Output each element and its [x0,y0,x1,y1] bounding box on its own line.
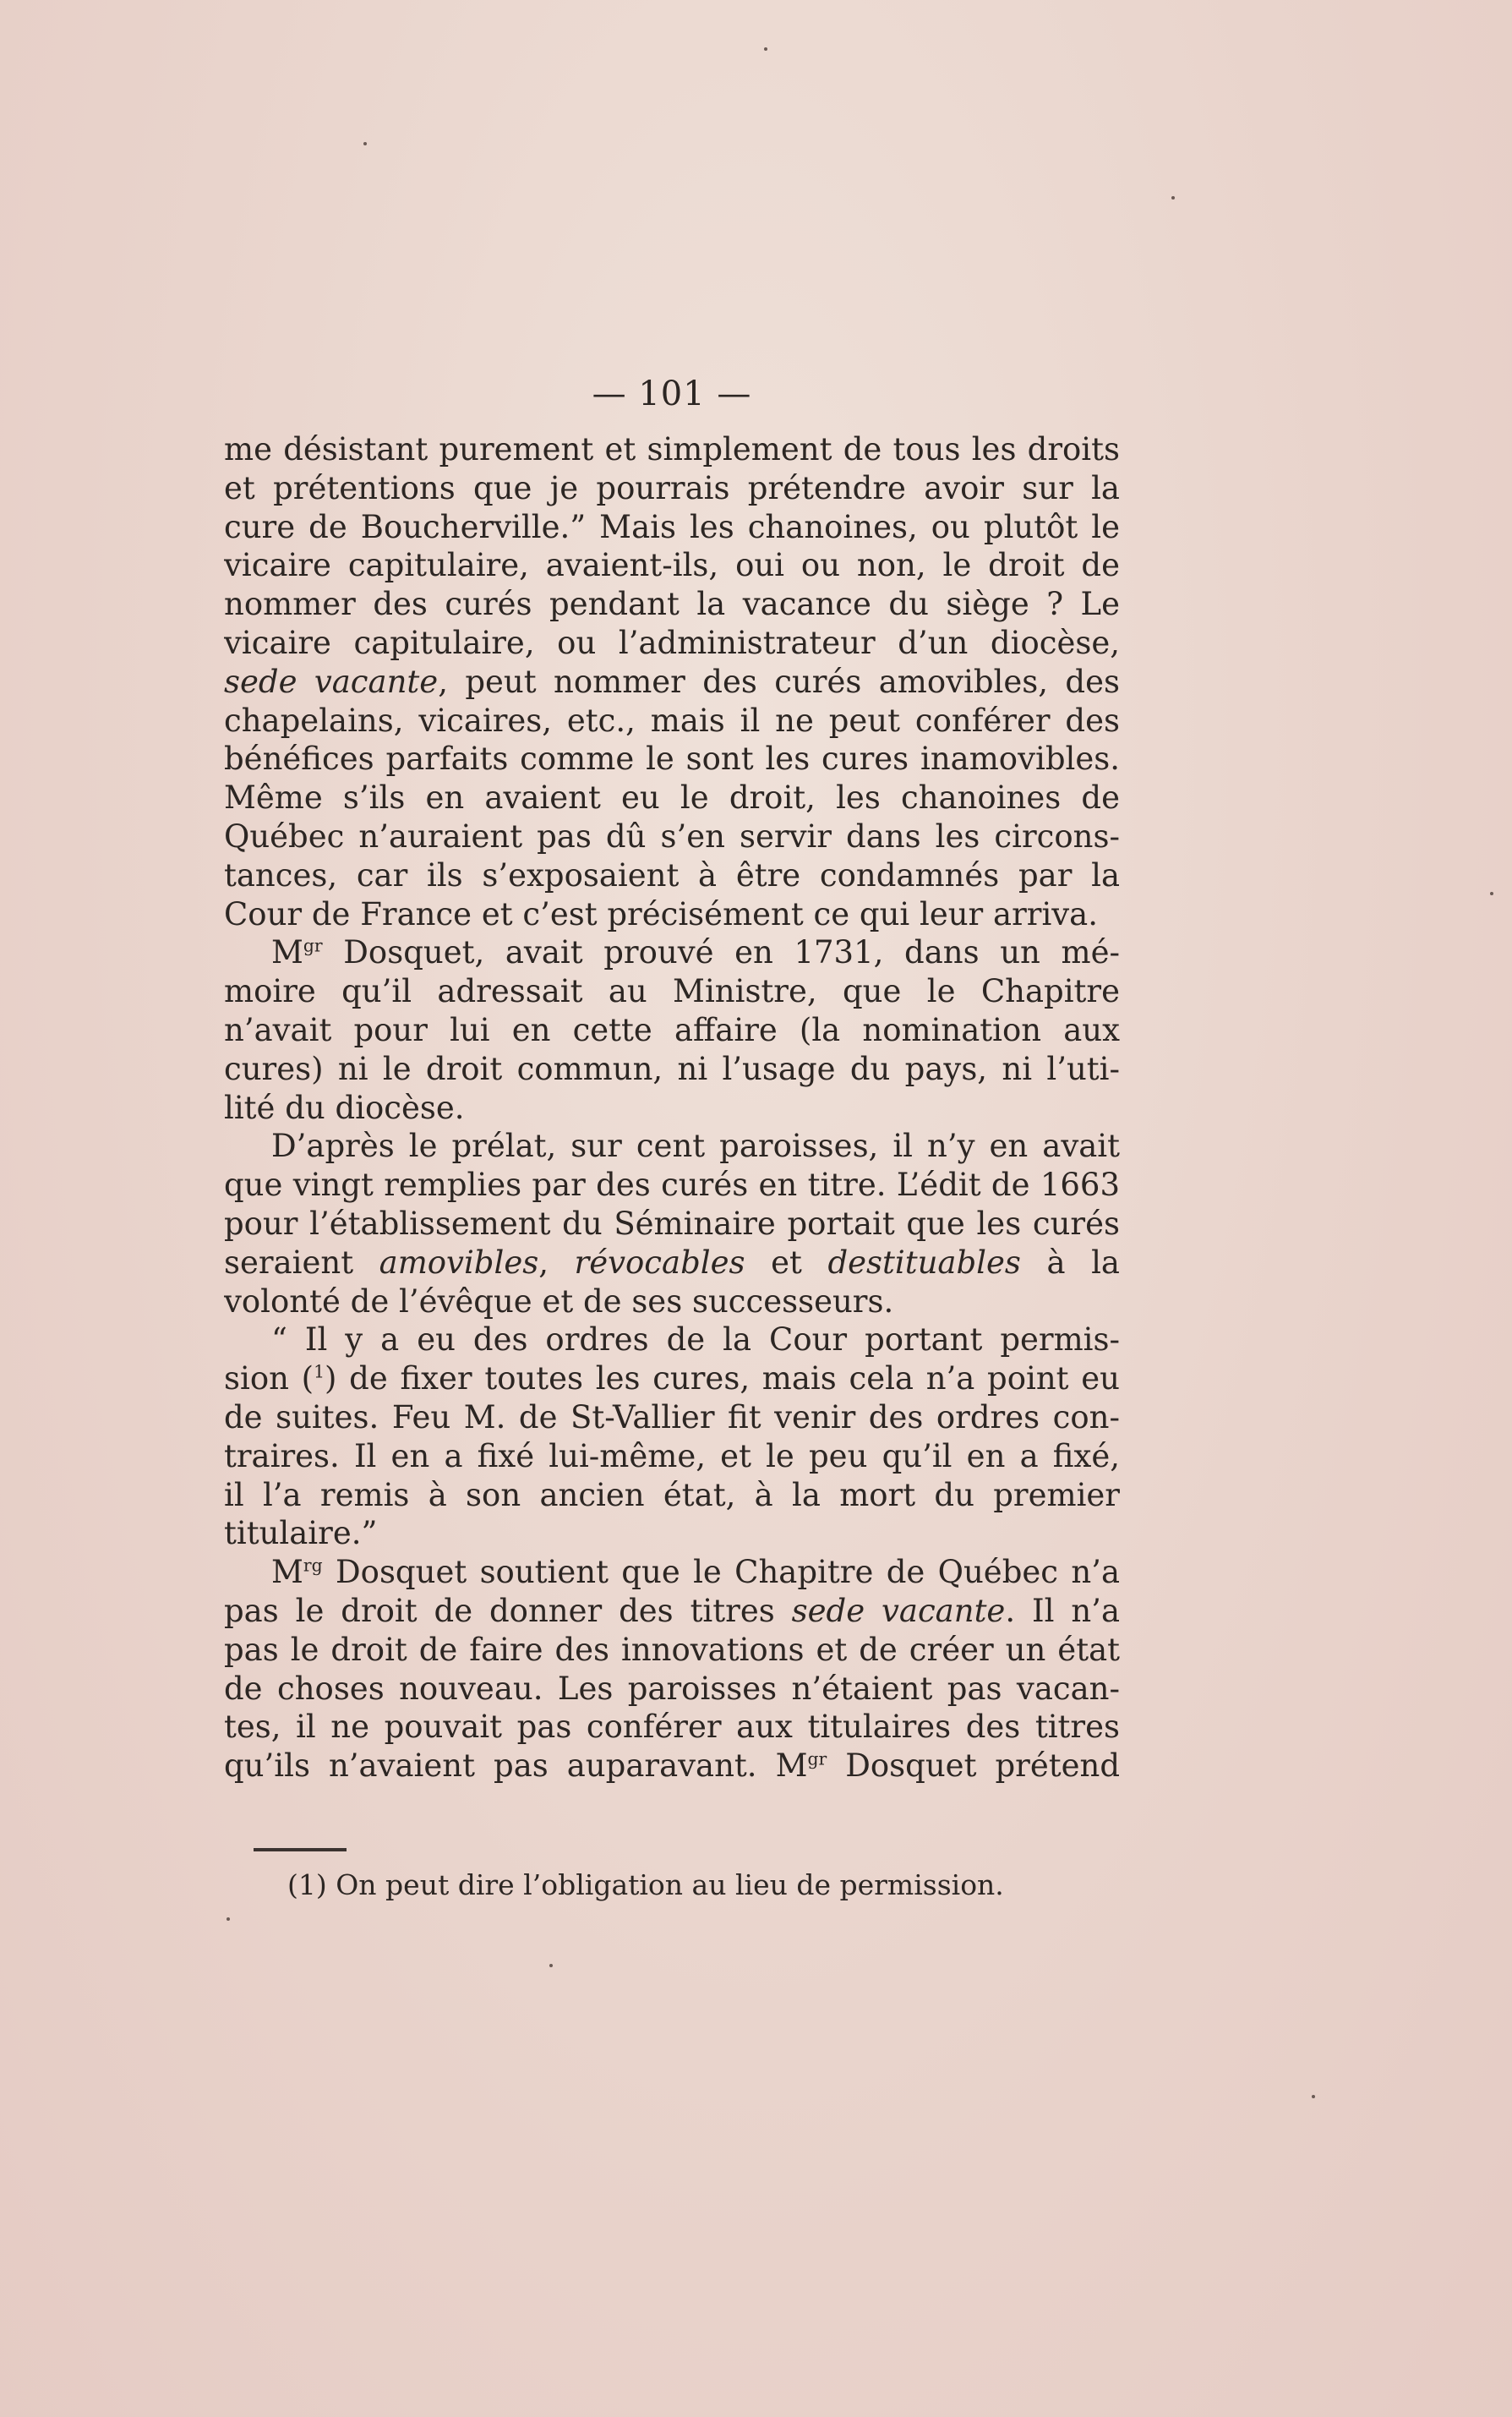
text-segment: , peut nommer des curés amovibles, des [438,663,1120,700]
text-segment: titulaire.” [224,1515,378,1552]
text-line [224,1359,1120,1398]
text-segment: cure de Boucherville.” Mais les chanoines, ou plutôt le [224,508,1120,545]
text-line [224,1050,1120,1089]
text-segment: tances, car ils s’exposaient à être condamnés par la [224,856,1120,894]
text-segment: Dosquet prétend [827,1747,1120,1785]
text-line [224,1282,1120,1321]
text-segment: Dosquet soutient que le Chapitre de Québec n’a [322,1554,1120,1591]
paper-speck [549,1964,553,1967]
text-segment: traires. Il en a fixé lui-même, et le peu qu’il en a fixé, [224,1437,1120,1474]
text-line [224,1708,1120,1747]
text-line [224,1127,1120,1166]
text-segment: pas le droit de donner des titres [224,1592,792,1629]
text-line [224,1166,1120,1205]
text-line [224,1244,1120,1282]
text-segment: Québec n’auraient pas dû s’en servir dans les circons- [224,818,1120,855]
text-segment: . Il n’a [1005,1592,1120,1629]
superscript: 1 [314,1361,325,1382]
italic-text: destituables [827,1244,1021,1281]
text-segment: cures) ni le droit commun, ni l’usage du pays, ni l’uti- [224,1050,1120,1087]
text-segment: chapelains, vicaires, etc., mais il ne peut conférer des [224,702,1120,739]
footnote-text: On peut dire l’obligation au lieu de permission. [336,1868,1004,1901]
text-segment: à la [1020,1244,1120,1281]
text-segment: vicaire capitulaire, avaient-ils, oui ou non, le droit de [224,547,1120,584]
text-line [224,856,1120,895]
paper-speck [227,1917,230,1921]
text-line [224,740,1120,779]
text-segment: que vingt remplies par des curés en titre. L’édit de 1663 [224,1167,1120,1204]
text-line [224,1205,1120,1244]
text-line [224,663,1120,702]
text-line [224,1747,1120,1785]
text-line [224,546,1120,585]
text-line [224,624,1120,663]
text-segment: moire qu’il adressait au Ministre, que le Chapitre [224,973,1120,1010]
text-segment: sion ( [224,1360,314,1397]
text-segment: et [745,1244,828,1281]
text-line [224,1437,1120,1476]
text-segment: tes, il ne pouvait pas conférer aux titulaires des titres [224,1709,1120,1746]
page-number: — 101 — [592,375,752,413]
text-line [224,508,1120,547]
text-line [224,1670,1120,1709]
text-line [224,1553,1120,1592]
body-text [224,430,1120,1785]
text-line [224,469,1120,508]
text-line [224,1592,1120,1631]
text-segment: volonté de l’évêque et de ses successeurs. [224,1282,894,1320]
text-line [224,1398,1120,1437]
text-line [224,779,1120,818]
text-line [224,702,1120,741]
text-segment: qu’ils n’avaient pas auparavant. M [224,1747,808,1785]
text-segment: de suites. Feu M. de St-Vallier fit venir des ordres con- [224,1398,1120,1435]
text-line [224,972,1120,1011]
text-segment: me désistant purement et simplement de tous les droits [224,431,1120,468]
text-segment: pas le droit de faire des innovations et de créer un état [224,1631,1120,1668]
text-line [224,895,1120,934]
text-segment: lité du diocèse. [224,1089,465,1126]
italic-text: sede vacante [224,663,439,700]
footnote [287,1867,1116,1904]
text-line [224,430,1120,469]
text-line [224,1476,1120,1515]
italic-text: amovibles [379,1244,539,1281]
paper-speck [1490,892,1493,895]
text-segment: n’avait pour lui en cette affaire (la nomination aux [224,1011,1120,1048]
text-segment: vicaire capitulaire, ou l’administrateur d’un diocèse, [224,624,1120,661]
paper-speck [363,142,367,145]
text-line [224,1011,1120,1050]
text-segment: de choses nouveau. Les paroisses n’étaient pas vacan- [224,1670,1120,1707]
text-line [224,1631,1120,1670]
text-segment: Même s’ils en avaient eu le droit, les chanoines de [224,779,1120,817]
superscript: gr [807,1748,827,1769]
paper-speck [1312,2095,1315,2098]
text-line [224,1089,1120,1128]
text-line [224,818,1120,856]
text-line [224,585,1120,624]
text-line [224,1321,1120,1359]
text-segment: D’après le prélat, sur cent paroisses, il n’y en avait [271,1128,1120,1165]
italic-text: sede vacante [791,1592,1006,1629]
page-text [224,368,1120,1785]
italic-text: révocables [574,1244,745,1281]
text-segment: “ Il y a eu des ordres de la Cour portant permis- [271,1321,1120,1359]
text-segment: M [271,1554,303,1591]
text-segment: pour l’établissement du Séminaire portait que les curés [224,1205,1120,1242]
footnote-marker: (1) [287,1868,327,1901]
text-segment: et prétentions que je pourrais prétendre avoir sur la [224,469,1120,506]
superscript: rg [303,1555,323,1576]
text-segment: il l’a remis à son ancien état, à la mort du premier [224,1476,1120,1513]
text-segment: Cour de France et c’est précisément ce qui leur arriva. [224,895,1098,932]
paper-speck [1171,196,1175,200]
text-segment: seraient [224,1244,379,1281]
text-segment: M [271,934,303,971]
footnote-divider [254,1848,347,1851]
text-segment: bénéfices parfaits comme le sont les cures inamovibles. [224,741,1120,778]
text-segment: nommer des curés pendant la vacance du siège ? Le [224,586,1120,623]
text-segment: , [538,1244,575,1281]
text-segment: ) de fixer toutes les cures, mais cela n’a point eu [325,1360,1120,1397]
text-line [224,933,1120,972]
text-line [224,1514,1120,1553]
paper-speck [764,47,767,51]
text-segment: Dosquet, avait prouvé en 1731, dans un mé- [322,934,1120,971]
superscript: gr [303,936,323,957]
